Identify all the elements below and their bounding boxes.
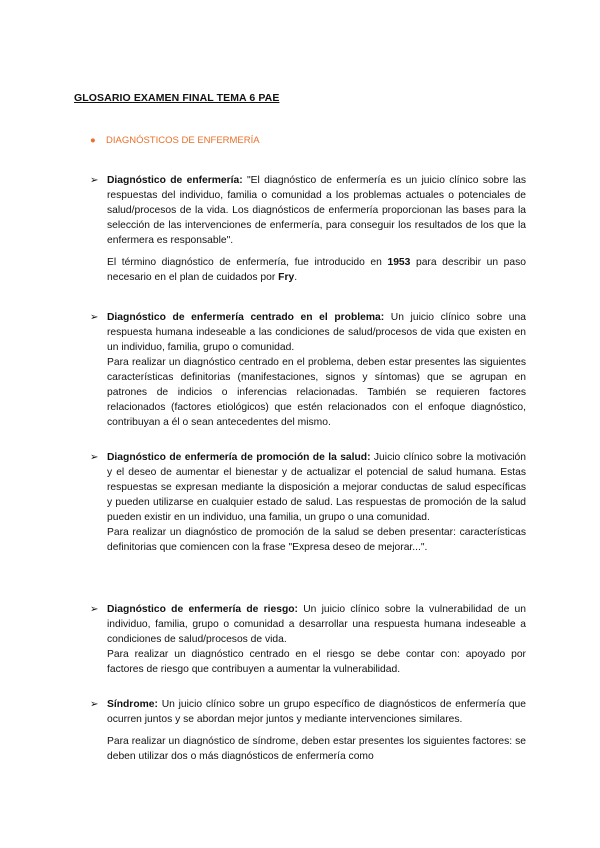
entry-extra-mid: para describir un paso necesario en el plan de cuidados por [107, 257, 527, 283]
arrow-bullet-icon: ➢ [90, 452, 99, 463]
glossary-entry [90, 310, 526, 430]
entry-term: Síndrome: [107, 699, 158, 710]
entry-definition: Juicio clínico sobre la motivación y el deseo de aumentar el bienestar y de actualizar el potencial de salud humana. Estas respuestas se expresan mediante la disposición a mejorar conductas de salud específicas y pueden utilizarse en cualquier estado de salud. Las respuestas de promoción de la salud pueden existir en un individuo, una familia, un grupo o una comunidad. [107, 452, 526, 523]
document-title: GLOSARIO EXAMEN FINAL TEMA 6 PAE [74, 92, 280, 104]
entry-term: Diagnóstico de enfermería de promoción de la salud: [107, 452, 371, 463]
glossary-entry [90, 602, 526, 677]
entry-definition: Un juicio clínico sobre un grupo específico de diagnósticos de enfermería que ocurren juntos y se abordan mejor juntos y mediante intervenciones similares. [107, 699, 526, 725]
entry-term: Diagnóstico de enfermería: [107, 175, 243, 186]
entry-definition: "El diagnóstico de enfermería es un juicio clínico sobre las respuestas del individuo, familia o comunidad a los problemas actuales o potenciales de salud/procesos de la vida. Los diagnósticos de enfermería proporcionan las bases para la selección de las intervenciones de enfermería, para conseguir los resultados de los que la enfermera es responsable". [107, 175, 527, 246]
entry-extra-end: . [294, 272, 298, 283]
entry-author: Fry [278, 272, 295, 283]
glossary-entry [90, 173, 526, 285]
entry-extra: El término diagnóstico de enfermería, fue introducido en [107, 257, 388, 268]
section-label: DIAGNÓSTICOS DE ENFERMERÍA [106, 135, 260, 146]
entry-extra: Para realizar un diagnóstico centrado en el problema, deben estar presentes las siguientes características definitorias (manifestaciones, signos y síntomas) que se agrupan en patrones de indicios o inferencias relacionadas. También se requieren factores relacionados (factores etiológicos) que estén relacionados con el enfoque diagnóstico, contribuyan a él o sean antecedentes del mismo. [107, 357, 526, 428]
entry-extra: Para realizar un diagnóstico de síndrome, deben estar presentes los siguientes factores: se deben utilizar dos o más diagnósticos de enfermería como [107, 736, 526, 762]
bullet-icon: ● [90, 135, 96, 146]
glossary-entry [90, 697, 526, 764]
entry-term: Diagnóstico de enfermería de riesgo: [107, 604, 298, 615]
arrow-bullet-icon: ➢ [90, 312, 99, 323]
glossary-entry [90, 450, 526, 555]
arrow-bullet-icon: ➢ [90, 699, 99, 710]
entry-definition: Un juicio clínico sobre una respuesta humana indeseable a las condiciones de salud/procesos de vida que existen en un individuo, familia, grupo o comunidad. [107, 312, 526, 353]
arrow-bullet-icon: ➢ [90, 175, 99, 186]
entry-definition: Un juicio clínico sobre la vulnerabilidad de un individuo, familia, grupo o comunidad a desarrollar una respuesta humana indeseable a condiciones de salud/procesos de vida. [107, 604, 526, 645]
entry-extra: Para realizar un diagnóstico de promoción de la salud se deben presentar: características definitorias que comiencen con la frase "Expresa deseo de mejorar...". [107, 527, 526, 553]
entry-term: Diagnóstico de enfermería centrado en el problema: [107, 312, 385, 323]
arrow-bullet-icon: ➢ [90, 604, 99, 615]
entry-extra: Para realizar un diagnóstico centrado en el riesgo se debe contar con: apoyado por factores de riesgo que contribuyen a aumentar la vulnerabilidad. [107, 649, 526, 675]
section-heading [90, 135, 260, 146]
entry-year: 1953 [387, 257, 411, 268]
